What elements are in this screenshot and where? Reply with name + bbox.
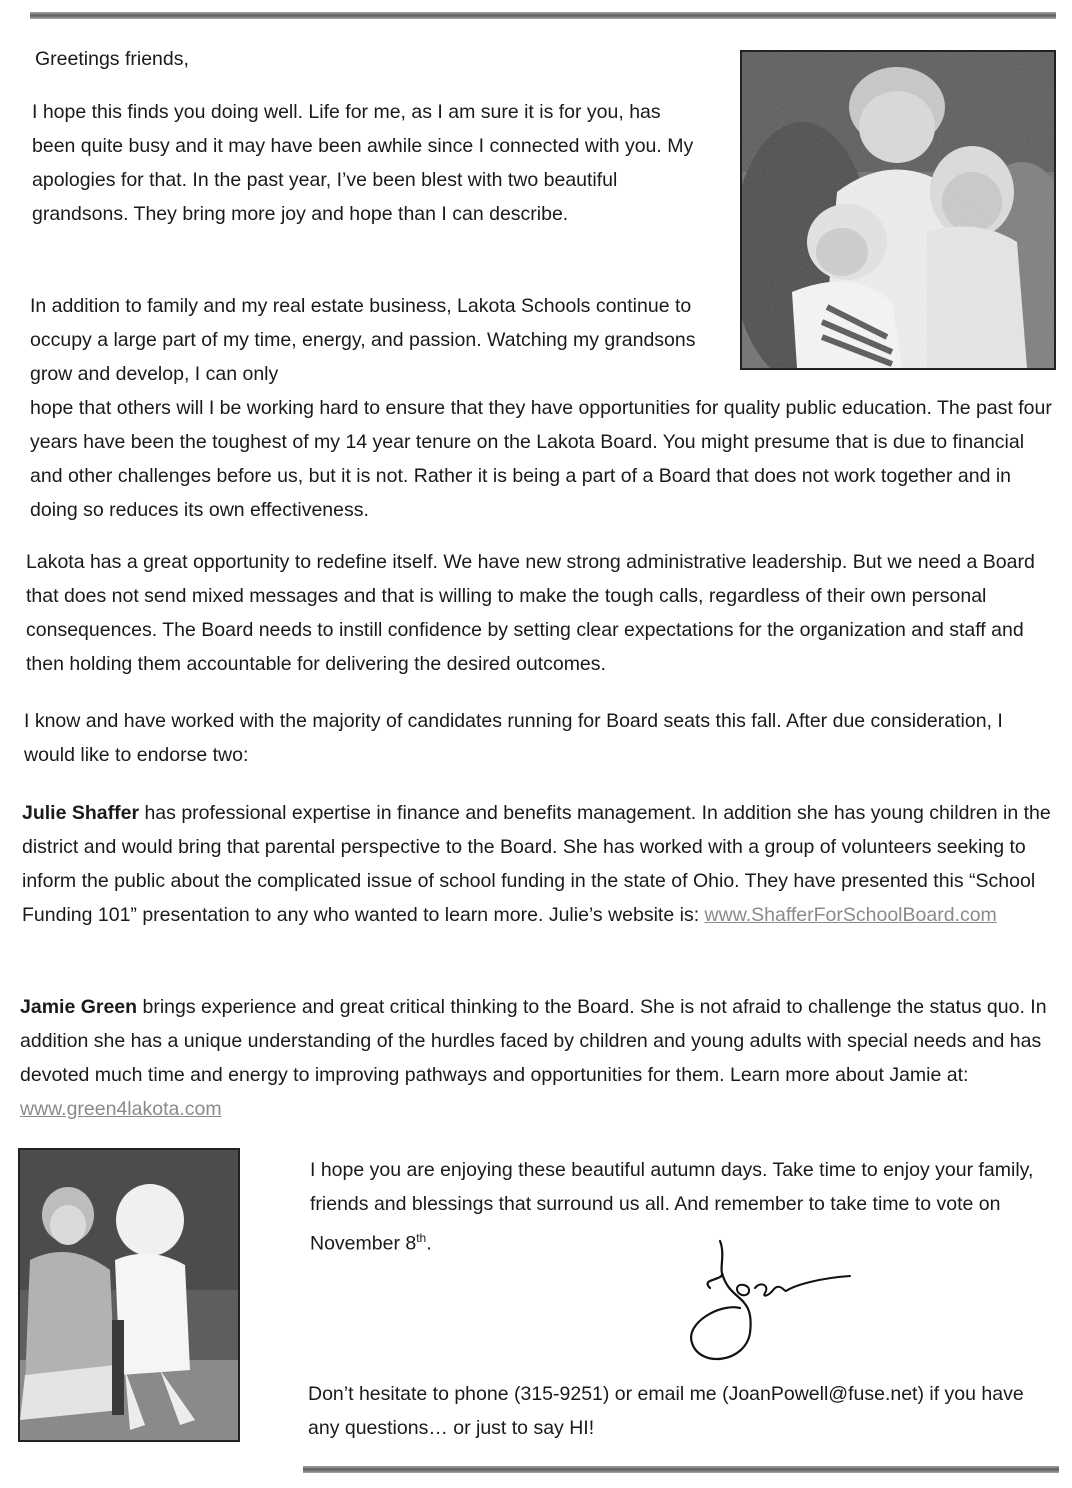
candidate-text-jamie: brings experience and great critical thinking to the Board. She is not afraid to challenge the status quo. In addition she has a unique understanding of the hurdles faced by children and young adults with special needs and has devoted much time and energy to improving pathways and opportunities for them. Learn more about Jamie at:: [20, 996, 1047, 1086]
candidate-text-julie: has professional expertise in finance and benefits management. In addition she has young children in the district and would bring that parental perspective to the Board. She has worked with a group of volunteers seeking to inform the public about the complicated issue of school funding in the state of Ohio. They have presented this “School Funding 101” presentation to any who wanted to learn more. Julie’s website is:: [22, 802, 1051, 926]
candidate-name-julie: Julie Shaffer: [22, 802, 140, 824]
paragraph-julie-shaffer: [22, 796, 1058, 932]
bottom-divider: [303, 1466, 1059, 1473]
signature-joan: [680, 1233, 860, 1373]
link-shaffer-website[interactable]: www.ShafferForSchoolBoard.com: [704, 904, 997, 926]
closing-text: I hope you are enjoying these beautiful autumn days. Take time to enjoy your family, friends and blessings that surround us all. And remember to take time to vote on November 8: [310, 1159, 1034, 1255]
paragraph-schools-part1: In addition to family and my real estate business, Lakota Schools continue to occupy a large part of my time, energy, and passion. Watching my grandsons grow and develop, I can only: [30, 295, 696, 385]
paragraph-opportunity: Lakota has a great opportunity to redefine itself. We have new strong administrative leadership. But we need a Board that does not send mixed messages and that is willing to make the tough calls, regardless of their own personal consequences. The Board needs to instill confidence by setting clear expectations for the organization and staff and then holding them accountable for delivering the desired outcomes.: [26, 551, 1035, 675]
paragraph-schools-part2: hope that others will I be working hard to ensure that they have opportunities for quality public education. The past four years have been the toughest of my 14 year tenure on the Lakota Board. You might presume that is due to financial and other challenges before us, but it is not. Rather it is being a part of a Board that does not work together and in doing so reduces its own effectiveness.: [30, 397, 1052, 521]
link-green-website[interactable]: www.green4lakota.com: [20, 1098, 222, 1120]
paragraph-intro: I hope this finds you doing well. Life for me, as I am sure it is for you, has been quite busy and it may have been awhile since I connected with you. My apologies for that. In the past year, I’ve been blest with two beautiful grandsons. They bring more joy and hope than I can describe.: [32, 101, 694, 225]
paragraph-contact: Don’t hesitate to phone (315-9251) or email me (JoanPowell@fuse.net) if you have any questions… or just to say HI!: [308, 1383, 1024, 1439]
photo-woman-with-toddler: [18, 1148, 240, 1442]
date-suffix: th: [416, 1231, 427, 1245]
candidate-name-jamie: Jamie Green: [20, 996, 138, 1018]
photo-grandmother-with-grandsons: [740, 50, 1056, 370]
paragraph-jamie-green: [20, 990, 1060, 1126]
top-divider: [30, 12, 1056, 19]
closing-period: .: [426, 1232, 432, 1255]
greeting: Greetings friends,: [35, 48, 189, 70]
paragraph-endorse: I know and have worked with the majority of candidates running for Board seats this fall. After due consideration, I would like to endorse two:: [24, 710, 1003, 766]
